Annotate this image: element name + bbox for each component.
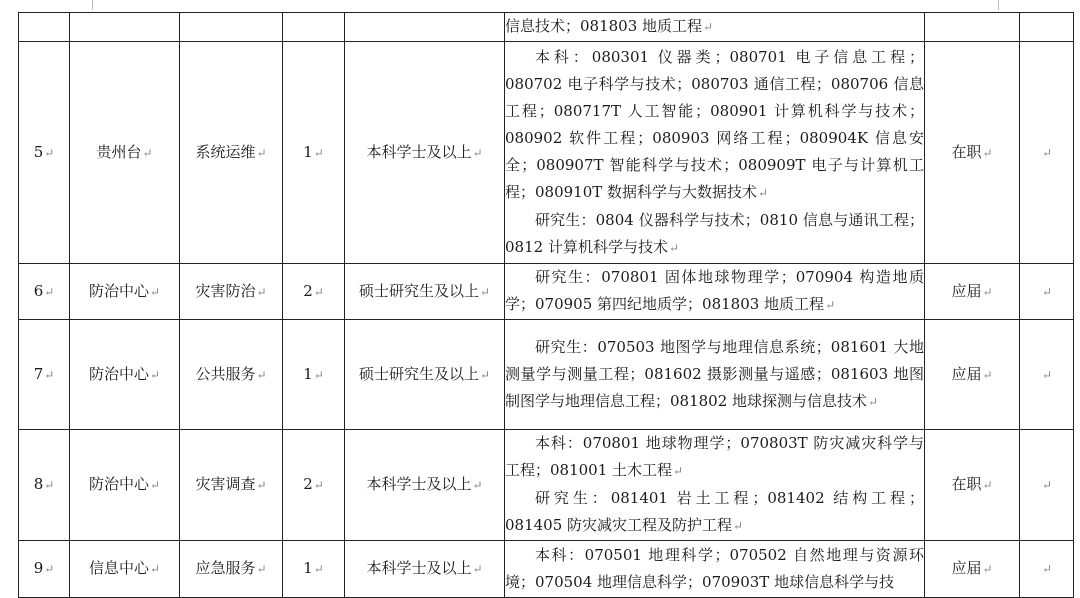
status-cell-text: 应届 [951, 559, 982, 577]
paragraph-mark: ↵ [313, 145, 324, 160]
number-cell-text: 9 [33, 559, 44, 577]
majors-paragraph [505, 13, 924, 41]
department-cell-text: 防治中心 [88, 281, 149, 300]
department-cell [70, 42, 180, 264]
paragraph-mark: ↵ [256, 284, 267, 299]
paragraph-mark: ↵ [479, 367, 491, 382]
number-cell [19, 320, 70, 430]
paragraph-mark: ↵ [1041, 562, 1053, 576]
paragraph-mark: ↵ [44, 367, 55, 382]
majors-cell [505, 42, 925, 264]
position-cell [180, 320, 283, 430]
position-cell [180, 264, 283, 320]
number-cell-text: 8 [33, 475, 44, 493]
paragraph-mark: ↵ [982, 562, 993, 576]
position-cell [180, 430, 283, 541]
majors-text: 信息技术；081803 地质工程 [505, 17, 703, 35]
headcount-cell-text: 1 [303, 142, 313, 161]
majors-paragraph [505, 485, 924, 540]
paragraph-mark: ↵ [313, 562, 324, 576]
paragraph-mark: ↵ [479, 284, 491, 299]
majors-text: 本科：080301 仪器类；080701 电子信息工程；080702 电子科学与技术；080703 通信工程；080706 信息工程；080717T 人工智能；080901 计算机科学与技术；080902 软件工程；080903 网络工程；080904K 信息安全；080907T 智能科学与技术；080909T 电子与计算机工程；080910T 数据科学与大数据技术 [505, 47, 924, 201]
paragraph-mark: ↵ [149, 367, 161, 382]
number-cell-text: 6 [33, 281, 44, 300]
paragraph-mark: ↵ [982, 145, 993, 160]
paragraph-mark: ↵ [982, 367, 993, 382]
status-cell [925, 430, 1020, 541]
headcount-cell [283, 430, 345, 541]
majors-cell [505, 541, 925, 598]
number-cell [19, 13, 70, 42]
position-cell [180, 541, 283, 598]
majors-paragraph [505, 334, 924, 416]
number-cell-text: 7 [33, 364, 44, 383]
recruitment-table [18, 12, 1074, 598]
number-cell [19, 264, 70, 320]
table-row [19, 264, 1074, 320]
margin-corner-mark [998, 0, 999, 10]
degree-cell-text: 硕士研究生及以上 [358, 364, 479, 383]
headcount-cell [283, 42, 345, 264]
majors-paragraph [505, 207, 924, 262]
paragraph-mark: ↵ [149, 478, 161, 492]
degree-cell [345, 430, 505, 541]
degree-cell [345, 264, 505, 320]
table-row [19, 13, 1074, 42]
number-cell [19, 430, 70, 541]
paragraph-mark: ↵ [868, 394, 879, 409]
paragraph-mark: ↵ [44, 284, 55, 299]
paragraph-mark: ↵ [703, 20, 714, 34]
note-cell [1020, 430, 1074, 541]
position-cell-text: 公共服务 [195, 364, 256, 383]
paragraph-mark: ↵ [733, 519, 744, 533]
majors-text: 研究生：070801 固体地球物理学；070904 构造地质学；070905 第四纪地质学；081803 地质工程 [505, 268, 924, 313]
headcount-cell [283, 264, 345, 320]
paragraph-mark: ↵ [1041, 284, 1053, 299]
position-cell [180, 42, 283, 264]
position-cell-text: 系统运维 [195, 142, 256, 161]
paragraph-mark: ↵ [44, 478, 55, 492]
table-row [19, 430, 1074, 541]
majors-paragraph [505, 44, 924, 207]
degree-cell [345, 541, 505, 598]
paragraph-mark: ↵ [673, 464, 684, 478]
majors-text: 研究生：0804 仪器科学与技术；0810 信息与通讯工程；0812 计算机科学与技术 [505, 210, 924, 256]
paragraph-mark: ↵ [256, 478, 267, 492]
note-cell [1020, 541, 1074, 598]
majors-paragraph [505, 542, 924, 596]
department-cell-text: 贵州台 [96, 142, 142, 161]
majors-paragraph [505, 430, 924, 485]
degree-cell-text: 本科学士及以上 [366, 142, 472, 161]
paragraph-mark: ↵ [44, 145, 55, 160]
degree-cell-text: 硕士研究生及以上 [358, 281, 479, 300]
paragraph-mark: ↵ [668, 240, 680, 255]
status-cell [925, 541, 1020, 598]
paragraph-mark: ↵ [313, 284, 324, 299]
status-cell-text: 应届 [951, 281, 982, 300]
paragraph-mark: ↵ [44, 562, 55, 576]
paragraph-mark: ↵ [142, 145, 153, 160]
degree-cell [345, 42, 505, 264]
paragraph-mark: ↵ [758, 185, 769, 200]
paragraph-mark: ↵ [982, 478, 993, 492]
table-row [19, 320, 1074, 430]
paragraph-mark: ↵ [472, 145, 483, 160]
status-cell [925, 264, 1020, 320]
headcount-cell [283, 541, 345, 598]
note-cell [1020, 13, 1074, 42]
majors-paragraph [505, 264, 924, 319]
majors-cell [505, 320, 925, 430]
department-cell [70, 264, 180, 320]
department-cell-text: 信息中心 [88, 559, 149, 577]
degree-cell [345, 13, 505, 42]
status-cell-text: 在职 [951, 475, 982, 493]
headcount-cell-text: 2 [303, 281, 313, 300]
paragraph-mark: ↵ [472, 478, 483, 492]
majors-text: 本科：070501 地理科学；070502 自然地理与资源环境；070504 地理信息科学；070903T 地球信息科学与技 [505, 546, 924, 591]
paragraph-mark: ↵ [825, 298, 836, 312]
majors-text: 研究生：070503 地图学与地理信息系统；081601 大地测量学与测量工程；081602 摄影测量与遥感；081603 地图制图学与地理信息工程；081802 地球探测与信息技术 [505, 337, 924, 410]
position-cell-text: 灾害调查 [195, 475, 256, 493]
paragraph-mark: ↵ [982, 284, 993, 299]
majors-cell [505, 264, 925, 320]
degree-cell-text: 本科学士及以上 [366, 475, 472, 493]
number-cell-text: 5 [33, 142, 44, 161]
number-cell [19, 541, 70, 598]
department-cell [70, 13, 180, 42]
status-cell [925, 320, 1020, 430]
department-cell-text: 防治中心 [88, 364, 149, 383]
paragraph-mark: ↵ [149, 284, 161, 299]
department-cell-text: 防治中心 [88, 475, 149, 493]
table-row [19, 42, 1074, 264]
headcount-cell-text: 1 [303, 559, 313, 577]
paragraph-mark: ↵ [313, 478, 324, 492]
headcount-cell [283, 13, 345, 42]
paragraph-mark: ↵ [1041, 478, 1053, 492]
majors-text: 研究生：081401 岩土工程；081402 结构工程；081405 防灾减灾工程及防护工程 [505, 489, 924, 534]
majors-cell [505, 13, 925, 42]
paragraph-mark: ↵ [256, 562, 267, 576]
position-cell-text: 应急服务 [195, 559, 256, 577]
paragraph-mark: ↵ [472, 562, 483, 576]
department-cell [70, 320, 180, 430]
paragraph-mark: ↵ [256, 145, 267, 160]
paragraph-mark: ↵ [256, 367, 267, 382]
status-cell [925, 13, 1020, 42]
table-body [19, 13, 1074, 598]
margin-corner-mark [92, 0, 93, 10]
status-cell-text: 应届 [951, 364, 982, 383]
majors-text: 本科：070801 地球物理学；070803T 防灾减灾科学与工程；081001 土木工程 [505, 434, 924, 479]
position-cell-text: 灾害防治 [195, 281, 256, 300]
headcount-cell [283, 320, 345, 430]
headcount-cell-text: 1 [303, 364, 313, 383]
department-cell [70, 430, 180, 541]
note-cell [1020, 264, 1074, 320]
note-cell [1020, 320, 1074, 430]
degree-cell-text: 本科学士及以上 [366, 559, 472, 577]
department-cell [70, 541, 180, 598]
paragraph-mark: ↵ [1041, 367, 1053, 382]
paragraph-mark: ↵ [149, 562, 161, 576]
paragraph-mark: ↵ [313, 367, 324, 382]
headcount-cell-text: 2 [303, 475, 313, 493]
paragraph-mark: ↵ [1041, 145, 1053, 160]
note-cell [1020, 42, 1074, 264]
degree-cell [345, 320, 505, 430]
table-row [19, 541, 1074, 598]
majors-cell [505, 430, 925, 541]
status-cell-text: 在职 [951, 142, 982, 161]
number-cell [19, 42, 70, 264]
status-cell [925, 42, 1020, 264]
position-cell [180, 13, 283, 42]
